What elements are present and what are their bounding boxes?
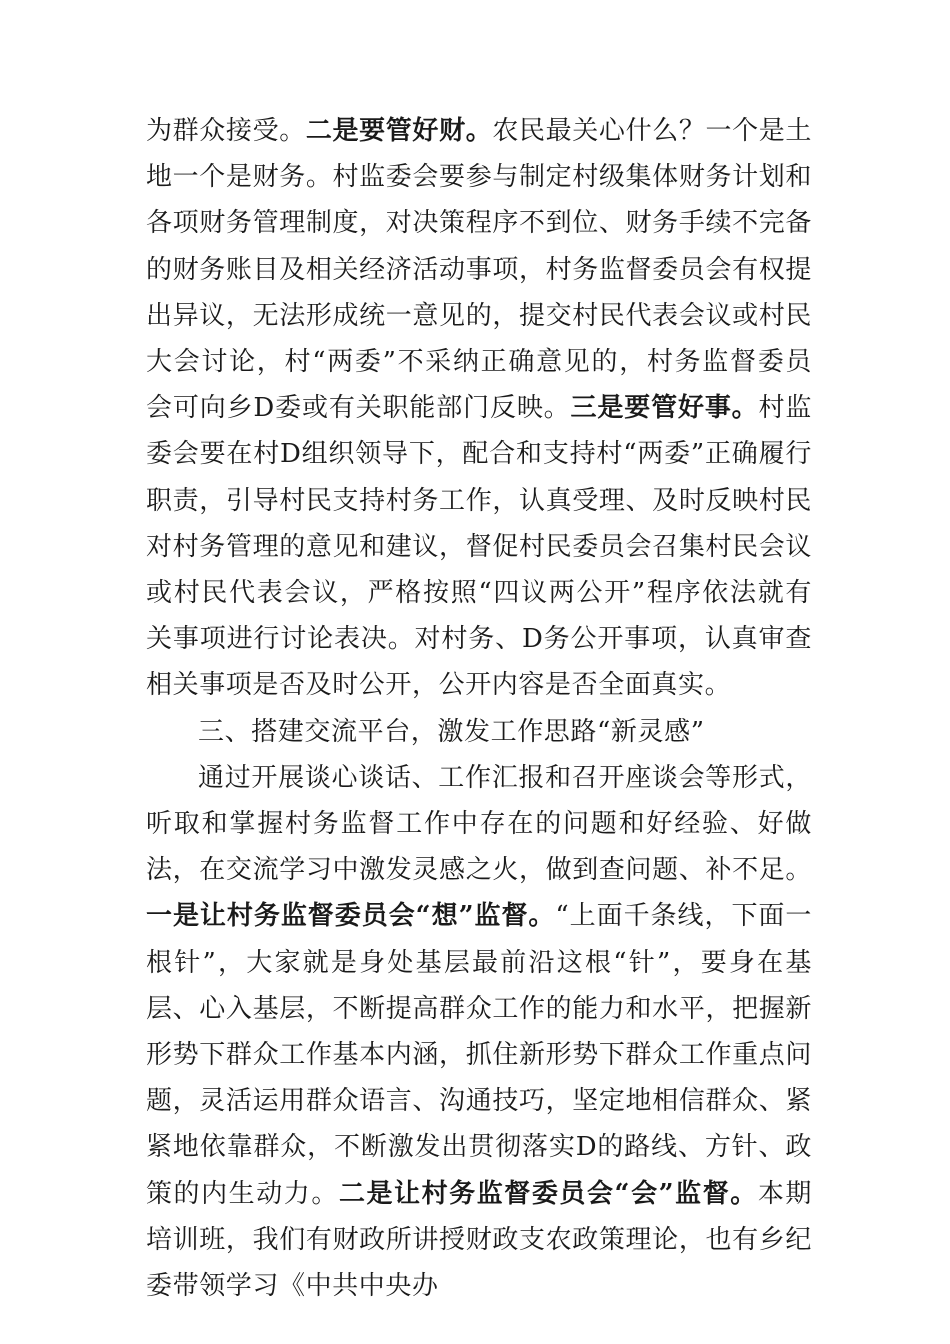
text-run: 农民最关心什么？一个是土地一个是财务。村监委会要参与制定村级集体财务计划和各项财务管理制度，对决策程序不到位、财务手续不完备的财务账目及相关经济活动事项，村务监督委员会有权提出异议，无法形成统一意见的，提交村民代表会议或村民大会讨论，村“两委”不采纳正确意见的，村务监督委员会可向乡D委或有关职能部门反映。 [146,116,813,424]
text-run: 村监委会要在村D组织领导下，配合和支持村“两委”正确履行职责，引导村民支持村务工作，认真受理、及时反映村民对村务管理的意见和建议，督促村民委员会召集村民会议或村民代表会议，严格按照“四议两公开”程序依法就有关事项进行讨论表决。对村务、D务公开事项，认真审查相关事项是否及时公开，公开内容是否全面真实。 [146,393,813,701]
section-heading-text: 三、搭建交流平台，激发工作思路“新灵感” [198,716,705,747]
text-run: “上面千条线，下面一根针”，大家就是身处基层最前沿这根“针”，要身在基层、心入基层，不断提高群众工作的能力和水平，把握新形势下群众工作基本内涵，抓住新形势下群众工作重点问题，灵活运用群众语言、沟通技巧，坚定地相信群众、紧紧地依靠群众，不断激发出贯彻落实D的路线、方针、政策的内生动力。 [146,901,812,1209]
text-run: 本期培训班，我们有财政所讲授财政支农政策理论，也有乡纪委带领学习《中共中央办 [146,1178,813,1302]
bold-heading-can-supervise: 二是让村务监督委员会“会”监督。 [338,1178,758,1209]
document-page [146,108,812,1309]
bold-heading-affairs: 三是要管好事。 [570,393,759,424]
paragraph-finance-and-affairs [146,108,812,709]
bold-heading-want-supervise: 一是让村务监督委员会“想”监督。 [146,901,556,932]
paragraph-communication-platform [146,755,812,1309]
text-run: 为群众接受。 [146,116,306,146]
text-run: 通过开展谈心谈话、工作汇报和召开座谈会等形式，听取和掌握村务监督工作中存在的问题和好经验、好做法，在交流学习中激发灵感之火，做到查问题、补不足。 [146,762,812,886]
section-heading-three [146,709,812,755]
bold-heading-finance: 二是要管好财。 [305,116,493,146]
